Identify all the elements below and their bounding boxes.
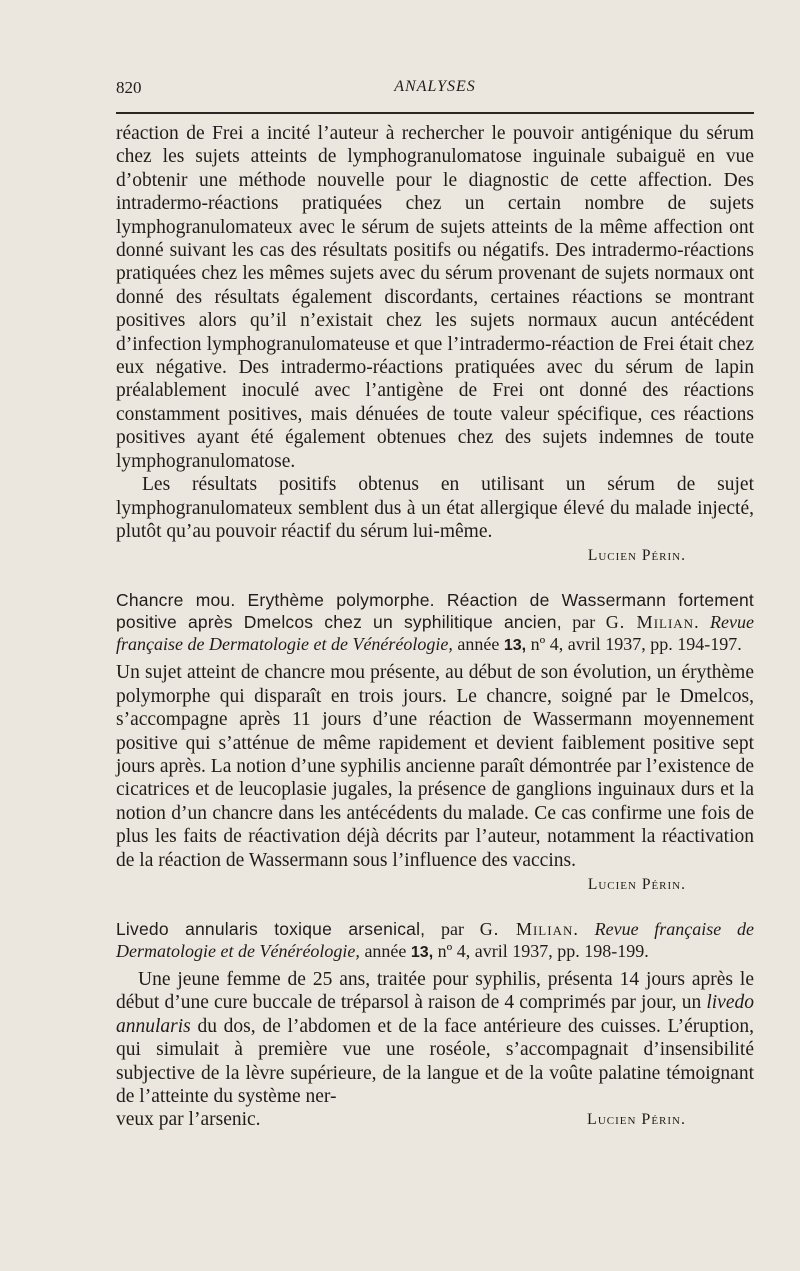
article-livedo: [116, 918, 754, 1132]
paragraph: Un sujet atteint de chancre mou présente, au début de son évolution, un érythème polymorphe qui disparaît en trois jours. Le chancre, soigné par le Dmelcos, s’accompagne après 11 jours d’une réaction de Wassermann moyennement positive qui s’atténue de même rapidement et devient faiblement positive sept jours après. La notion d’une syphilis ancienne paraît démontrée par l’existence de cicatrices et de leucoplasie jugales, la présence de ganglions inguinaux durs et la notion d’un chancre dans les antécédents du malade. Ce cas confirme une fois de plus les faits de réactivation déjà décrits par l’auteur, notamment la réactivation de la réaction de Wassermann sous l’influence des vaccins.: [116, 662, 754, 871]
publication-date: avril 1937,: [474, 940, 553, 961]
article-title: Chancre mou. Erythème polymorphe. Réaction de Wassermann fortement positive après Dmelcos chez un syphilitique ancien,: [116, 590, 754, 633]
running-title: ANALYSES: [394, 78, 476, 95]
paragraph-text: Une jeune femme de 25 ans, traitée pour syphilis, présenta 14 jours après le début d’une cure buccale de tréparsol à raison de 4 comprimés par jour, un: [116, 968, 754, 1014]
article-author: G. Milian.: [605, 612, 700, 633]
volume-number: 13,: [503, 637, 527, 655]
journal-name: Revue française de Dermatologie et de Vénéréologie,: [116, 918, 755, 961]
paragraph: [116, 968, 754, 1108]
paragraph: Les résultats positifs obtenus en utilisant un sérum de sujet lymphogranulomateux semblent dus à un état allergique élevé du malade injecté, plutôt qu’au pouvoir réactif du sérum lui-même.: [116, 474, 754, 542]
paragraph-text: du dos, de l’abdomen et de la face antérieure des cuisses. L’éruption, qui simulait à première vue une roséole, s’accompagnait d’insensibilité subjective de la lèvre supérieure, de la langue et de la voûte palatine témoignant de l’atteinte du système ner-: [116, 1015, 754, 1107]
journal-name: Revue française de Dermatologie et de Vénéréologie,: [116, 612, 755, 655]
header-rule: [116, 112, 754, 114]
article-continued: [116, 122, 754, 569]
paragraph: réaction de Frei a incité l’auteur à rechercher le pouvoir antigénique du sérum chez les sujets atteints de lymphogranulomatose inguinale subaiguë en vue d’obtenir une méthode nouvelle pour le diagnostic de cette affection. Des intradermo-réactions pratiquées chez un certain nombre de sujets lymphogranulomateux avec le sérum de sujets atteints de la même affection ont donné suivant les cas des résultats positifs ou négatifs. Des intradermo-réactions pratiquées chez les mêmes sujets avec du sérum provenant de sujets normaux ont donné des résultats également discordants, certaines réactions se montrant positives alors qu’il n’existait chez les sujets normaux aucun antécédent d’infection lymphogranulomateuse et que l’intradermo-réaction de Frei était chez eux négative. Des intradermo-réactions pratiquées avec du sérum de lapin préalablement inoculé avec l’antigène de Frei ont donné des réactions constamment positives, mais dénuées de toute valeur spécifique, ces réactions positives ayant été également obtenues chez des sujets indemnes de toute lymphogranulomatose.: [116, 123, 754, 472]
publication-date: avril 1937,: [567, 634, 646, 655]
paragraph-text: veux par l’arsenic.: [116, 1109, 261, 1131]
article-reference: [116, 589, 754, 657]
page-header: [116, 78, 754, 100]
signature: Lucien Périn.: [587, 1111, 686, 1129]
issue-number: nº 4,: [437, 940, 471, 961]
article-title: Livedo annularis toxique arsenical,: [116, 918, 426, 939]
page-body: [116, 122, 754, 1132]
volume-number: 13,: [410, 943, 434, 961]
signature: Lucien Périn.: [587, 547, 686, 565]
issue-number: nº 4,: [530, 634, 564, 655]
paragraph-emphasis: livedo annularis: [116, 992, 754, 1037]
page-range: pp. 194-197.: [650, 634, 742, 655]
paragraph-last-line: [116, 1108, 754, 1131]
signature: Lucien Périn.: [587, 875, 686, 893]
article-reference: [116, 918, 754, 964]
by-word: par: [440, 918, 464, 939]
article-author: G. Milian.: [479, 918, 579, 939]
page-number: 820: [116, 78, 142, 97]
year-label: année: [364, 940, 407, 961]
page-range: pp. 198-199.: [557, 940, 649, 961]
article-chancre-mou: [116, 589, 754, 898]
by-word: par: [572, 612, 596, 633]
year-label: année: [457, 634, 500, 655]
